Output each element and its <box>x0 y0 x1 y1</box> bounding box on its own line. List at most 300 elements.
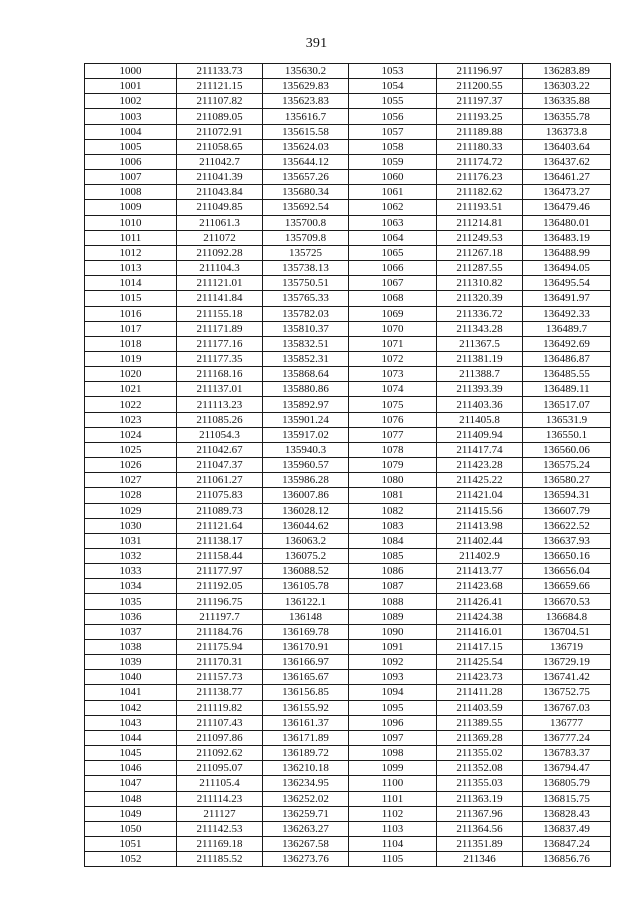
x-coordinate-right-cell: 211416.01 <box>437 624 523 639</box>
x-coordinate-right-cell: 211425.54 <box>437 655 523 670</box>
point-number-left-cell: 1007 <box>85 170 177 185</box>
table-row <box>85 442 611 457</box>
point-number-right-cell: 1101 <box>349 791 437 806</box>
y-coordinate-left-cell: 136007.86 <box>263 488 349 503</box>
y-coordinate-left-cell: 135880.86 <box>263 382 349 397</box>
y-coordinate-right-cell: 136767.03 <box>523 700 611 715</box>
x-coordinate-right-cell: 211402.9 <box>437 549 523 564</box>
point-number-right-cell: 1068 <box>349 291 437 306</box>
y-coordinate-right-cell: 136550.1 <box>523 427 611 442</box>
point-number-left-cell: 1001 <box>85 79 177 94</box>
x-coordinate-left-cell: 211095.07 <box>177 761 263 776</box>
point-number-left-cell: 1033 <box>85 564 177 579</box>
x-coordinate-left-cell: 211058.65 <box>177 139 263 154</box>
x-coordinate-right-cell: 211426.41 <box>437 594 523 609</box>
y-coordinate-left-cell: 135623.83 <box>263 94 349 109</box>
x-coordinate-left-cell: 211049.85 <box>177 200 263 215</box>
point-number-right-cell: 1054 <box>349 79 437 94</box>
x-coordinate-right-cell: 211423.28 <box>437 458 523 473</box>
point-number-left-cell: 1006 <box>85 154 177 169</box>
y-coordinate-right-cell: 136729.19 <box>523 655 611 670</box>
table-row <box>85 215 611 230</box>
x-coordinate-right-cell: 211355.03 <box>437 776 523 791</box>
point-number-left-cell: 1035 <box>85 594 177 609</box>
y-coordinate-right-cell: 136777 <box>523 715 611 730</box>
table-row <box>85 230 611 245</box>
x-coordinate-right-cell: 211200.55 <box>437 79 523 94</box>
point-number-right-cell: 1099 <box>349 761 437 776</box>
x-coordinate-left-cell: 211097.86 <box>177 730 263 745</box>
x-coordinate-left-cell: 211121.15 <box>177 79 263 94</box>
table-row <box>85 518 611 533</box>
x-coordinate-left-cell: 211168.16 <box>177 367 263 382</box>
x-coordinate-left-cell: 211092.62 <box>177 746 263 761</box>
x-coordinate-left-cell: 211075.83 <box>177 488 263 503</box>
x-coordinate-left-cell: 211104.3 <box>177 261 263 276</box>
y-coordinate-right-cell: 136485.55 <box>523 367 611 382</box>
y-coordinate-left-cell: 135700.8 <box>263 215 349 230</box>
y-coordinate-right-cell: 136670.53 <box>523 594 611 609</box>
point-number-left-cell: 1005 <box>85 139 177 154</box>
point-number-right-cell: 1072 <box>349 351 437 366</box>
point-number-right-cell: 1060 <box>349 170 437 185</box>
point-number-left-cell: 1020 <box>85 367 177 382</box>
table-row <box>85 549 611 564</box>
x-coordinate-right-cell: 211267.18 <box>437 245 523 260</box>
x-coordinate-right-cell: 211425.22 <box>437 473 523 488</box>
point-number-left-cell: 1009 <box>85 200 177 215</box>
point-number-left-cell: 1029 <box>85 503 177 518</box>
point-number-left-cell: 1052 <box>85 852 177 867</box>
y-coordinate-right-cell: 136684.8 <box>523 609 611 624</box>
x-coordinate-left-cell: 211092.28 <box>177 245 263 260</box>
y-coordinate-right-cell: 136607.79 <box>523 503 611 518</box>
y-coordinate-right-cell: 136355.78 <box>523 109 611 124</box>
coordinate-table <box>84 63 611 867</box>
y-coordinate-left-cell: 135624.03 <box>263 139 349 154</box>
y-coordinate-right-cell: 136483.19 <box>523 230 611 245</box>
y-coordinate-left-cell: 136028.12 <box>263 503 349 518</box>
x-coordinate-left-cell: 211042.67 <box>177 442 263 457</box>
y-coordinate-right-cell: 136704.51 <box>523 624 611 639</box>
x-coordinate-right-cell: 211182.62 <box>437 185 523 200</box>
y-coordinate-right-cell: 136492.69 <box>523 336 611 351</box>
x-coordinate-right-cell: 211367.5 <box>437 336 523 351</box>
y-coordinate-left-cell: 136267.58 <box>263 836 349 851</box>
point-number-right-cell: 1103 <box>349 821 437 836</box>
point-number-left-cell: 1047 <box>85 776 177 791</box>
point-number-right-cell: 1092 <box>349 655 437 670</box>
y-coordinate-left-cell: 135738.13 <box>263 261 349 276</box>
table-row <box>85 351 611 366</box>
y-coordinate-left-cell: 135750.51 <box>263 276 349 291</box>
point-number-left-cell: 1041 <box>85 685 177 700</box>
table-row <box>85 488 611 503</box>
table-row <box>85 821 611 836</box>
point-number-left-cell: 1002 <box>85 94 177 109</box>
x-coordinate-right-cell: 211413.98 <box>437 518 523 533</box>
y-coordinate-left-cell: 136252.02 <box>263 791 349 806</box>
y-coordinate-left-cell: 135892.97 <box>263 397 349 412</box>
point-number-left-cell: 1037 <box>85 624 177 639</box>
y-coordinate-left-cell: 135868.64 <box>263 367 349 382</box>
x-coordinate-left-cell: 211121.64 <box>177 518 263 533</box>
table-row <box>85 64 611 79</box>
point-number-right-cell: 1059 <box>349 154 437 169</box>
y-coordinate-left-cell: 136210.18 <box>263 761 349 776</box>
point-number-left-cell: 1013 <box>85 261 177 276</box>
y-coordinate-right-cell: 136783.37 <box>523 746 611 761</box>
point-number-left-cell: 1003 <box>85 109 177 124</box>
point-number-left-cell: 1039 <box>85 655 177 670</box>
y-coordinate-right-cell: 136473.27 <box>523 185 611 200</box>
x-coordinate-left-cell: 211072.91 <box>177 124 263 139</box>
table-row <box>85 336 611 351</box>
y-coordinate-left-cell: 136259.71 <box>263 806 349 821</box>
point-number-right-cell: 1066 <box>349 261 437 276</box>
x-coordinate-left-cell: 211175.94 <box>177 639 263 654</box>
y-coordinate-right-cell: 136622.52 <box>523 518 611 533</box>
x-coordinate-left-cell: 211169.18 <box>177 836 263 851</box>
point-number-right-cell: 1077 <box>349 427 437 442</box>
coordinate-table-body <box>85 64 611 867</box>
table-row <box>85 594 611 609</box>
x-coordinate-right-cell: 211189.88 <box>437 124 523 139</box>
table-row <box>85 806 611 821</box>
table-row <box>85 791 611 806</box>
y-coordinate-left-cell: 136148 <box>263 609 349 624</box>
table-row <box>85 170 611 185</box>
y-coordinate-left-cell: 135810.37 <box>263 321 349 336</box>
point-number-left-cell: 1032 <box>85 549 177 564</box>
table-row <box>85 261 611 276</box>
point-number-left-cell: 1050 <box>85 821 177 836</box>
point-number-left-cell: 1018 <box>85 336 177 351</box>
y-coordinate-left-cell: 136189.72 <box>263 746 349 761</box>
table-row <box>85 458 611 473</box>
y-coordinate-left-cell: 135832.51 <box>263 336 349 351</box>
point-number-right-cell: 1055 <box>349 94 437 109</box>
x-coordinate-right-cell: 211411.28 <box>437 685 523 700</box>
y-coordinate-right-cell: 136560.06 <box>523 442 611 457</box>
point-number-right-cell: 1063 <box>349 215 437 230</box>
y-coordinate-left-cell: 136161.37 <box>263 715 349 730</box>
y-coordinate-left-cell: 136063.2 <box>263 533 349 548</box>
point-number-left-cell: 1022 <box>85 397 177 412</box>
table-row <box>85 154 611 169</box>
point-number-left-cell: 1025 <box>85 442 177 457</box>
y-coordinate-left-cell: 135630.2 <box>263 64 349 79</box>
point-number-left-cell: 1048 <box>85 791 177 806</box>
point-number-left-cell: 1014 <box>85 276 177 291</box>
point-number-right-cell: 1098 <box>349 746 437 761</box>
x-coordinate-left-cell: 211042.7 <box>177 154 263 169</box>
x-coordinate-right-cell: 211381.19 <box>437 351 523 366</box>
y-coordinate-right-cell: 136488.99 <box>523 245 611 260</box>
table-row <box>85 79 611 94</box>
point-number-left-cell: 1015 <box>85 291 177 306</box>
x-coordinate-right-cell: 211351.89 <box>437 836 523 851</box>
y-coordinate-right-cell: 136494.05 <box>523 261 611 276</box>
y-coordinate-left-cell: 135782.03 <box>263 306 349 321</box>
y-coordinate-right-cell: 136719 <box>523 639 611 654</box>
point-number-right-cell: 1058 <box>349 139 437 154</box>
y-coordinate-left-cell: 135616.7 <box>263 109 349 124</box>
x-coordinate-right-cell: 211369.28 <box>437 730 523 745</box>
x-coordinate-right-cell: 211424.38 <box>437 609 523 624</box>
point-number-right-cell: 1091 <box>349 639 437 654</box>
table-row <box>85 503 611 518</box>
x-coordinate-left-cell: 211133.73 <box>177 64 263 79</box>
point-number-left-cell: 1028 <box>85 488 177 503</box>
point-number-left-cell: 1010 <box>85 215 177 230</box>
x-coordinate-right-cell: 211405.8 <box>437 412 523 427</box>
y-coordinate-right-cell: 136491.97 <box>523 291 611 306</box>
table-row <box>85 291 611 306</box>
point-number-left-cell: 1004 <box>85 124 177 139</box>
point-number-right-cell: 1069 <box>349 306 437 321</box>
x-coordinate-right-cell: 211352.08 <box>437 761 523 776</box>
x-coordinate-left-cell: 211119.82 <box>177 700 263 715</box>
point-number-right-cell: 1104 <box>349 836 437 851</box>
point-number-left-cell: 1036 <box>85 609 177 624</box>
x-coordinate-left-cell: 211192.05 <box>177 579 263 594</box>
point-number-right-cell: 1061 <box>349 185 437 200</box>
point-number-left-cell: 1024 <box>85 427 177 442</box>
y-coordinate-left-cell: 135629.83 <box>263 79 349 94</box>
y-coordinate-left-cell: 135615.58 <box>263 124 349 139</box>
x-coordinate-right-cell: 211403.59 <box>437 700 523 715</box>
y-coordinate-right-cell: 136479.46 <box>523 200 611 215</box>
x-coordinate-left-cell: 211138.77 <box>177 685 263 700</box>
point-number-right-cell: 1062 <box>349 200 437 215</box>
point-number-right-cell: 1090 <box>349 624 437 639</box>
x-coordinate-left-cell: 211170.31 <box>177 655 263 670</box>
y-coordinate-left-cell: 136234.95 <box>263 776 349 791</box>
table-row <box>85 473 611 488</box>
x-coordinate-right-cell: 211402.44 <box>437 533 523 548</box>
point-number-right-cell: 1076 <box>349 412 437 427</box>
point-number-left-cell: 1012 <box>85 245 177 260</box>
point-number-left-cell: 1040 <box>85 670 177 685</box>
y-coordinate-right-cell: 136283.89 <box>523 64 611 79</box>
table-row <box>85 564 611 579</box>
table-row <box>85 655 611 670</box>
y-coordinate-right-cell: 136752.75 <box>523 685 611 700</box>
y-coordinate-left-cell: 136044.62 <box>263 518 349 533</box>
table-row <box>85 761 611 776</box>
point-number-right-cell: 1087 <box>349 579 437 594</box>
y-coordinate-left-cell: 135901.24 <box>263 412 349 427</box>
point-number-right-cell: 1089 <box>349 609 437 624</box>
x-coordinate-left-cell: 211121.01 <box>177 276 263 291</box>
x-coordinate-left-cell: 211089.73 <box>177 503 263 518</box>
x-coordinate-right-cell: 211364.56 <box>437 821 523 836</box>
x-coordinate-right-cell: 211176.23 <box>437 170 523 185</box>
x-coordinate-right-cell: 211413.77 <box>437 564 523 579</box>
table-row <box>85 124 611 139</box>
x-coordinate-left-cell: 211114.23 <box>177 791 263 806</box>
point-number-right-cell: 1053 <box>349 64 437 79</box>
x-coordinate-left-cell: 211105.4 <box>177 776 263 791</box>
table-row <box>85 639 611 654</box>
y-coordinate-left-cell: 136263.27 <box>263 821 349 836</box>
y-coordinate-left-cell: 136156.85 <box>263 685 349 700</box>
y-coordinate-left-cell: 135852.31 <box>263 351 349 366</box>
point-number-right-cell: 1074 <box>349 382 437 397</box>
table-row <box>85 533 611 548</box>
x-coordinate-right-cell: 211409.94 <box>437 427 523 442</box>
point-number-right-cell: 1071 <box>349 336 437 351</box>
x-coordinate-right-cell: 211310.82 <box>437 276 523 291</box>
y-coordinate-left-cell: 136166.97 <box>263 655 349 670</box>
x-coordinate-right-cell: 211174.72 <box>437 154 523 169</box>
x-coordinate-left-cell: 211177.16 <box>177 336 263 351</box>
point-number-left-cell: 1046 <box>85 761 177 776</box>
x-coordinate-right-cell: 211287.55 <box>437 261 523 276</box>
table-row <box>85 730 611 745</box>
x-coordinate-right-cell: 211423.73 <box>437 670 523 685</box>
y-coordinate-right-cell: 136828.43 <box>523 806 611 821</box>
x-coordinate-right-cell: 211197.37 <box>437 94 523 109</box>
x-coordinate-left-cell: 211197.7 <box>177 609 263 624</box>
x-coordinate-left-cell: 211196.75 <box>177 594 263 609</box>
x-coordinate-left-cell: 211072 <box>177 230 263 245</box>
x-coordinate-right-cell: 211193.51 <box>437 200 523 215</box>
y-coordinate-right-cell: 136461.27 <box>523 170 611 185</box>
y-coordinate-right-cell: 136373.8 <box>523 124 611 139</box>
y-coordinate-right-cell: 136856.76 <box>523 852 611 867</box>
y-coordinate-left-cell: 135692.54 <box>263 200 349 215</box>
table-row <box>85 700 611 715</box>
y-coordinate-right-cell: 136480.01 <box>523 215 611 230</box>
table-row <box>85 624 611 639</box>
y-coordinate-right-cell: 136517.07 <box>523 397 611 412</box>
x-coordinate-right-cell: 211363.19 <box>437 791 523 806</box>
x-coordinate-left-cell: 211141.84 <box>177 291 263 306</box>
x-coordinate-left-cell: 211107.82 <box>177 94 263 109</box>
y-coordinate-left-cell: 135940.3 <box>263 442 349 457</box>
point-number-left-cell: 1019 <box>85 351 177 366</box>
x-coordinate-right-cell: 211403.36 <box>437 397 523 412</box>
x-coordinate-right-cell: 211336.72 <box>437 306 523 321</box>
y-coordinate-right-cell: 136489.11 <box>523 382 611 397</box>
table-row <box>85 776 611 791</box>
point-number-right-cell: 1064 <box>349 230 437 245</box>
point-number-right-cell: 1086 <box>349 564 437 579</box>
x-coordinate-right-cell: 211393.39 <box>437 382 523 397</box>
y-coordinate-right-cell: 136303.22 <box>523 79 611 94</box>
y-coordinate-right-cell: 136656.04 <box>523 564 611 579</box>
point-number-left-cell: 1008 <box>85 185 177 200</box>
table-row <box>85 746 611 761</box>
x-coordinate-left-cell: 211047.37 <box>177 458 263 473</box>
point-number-right-cell: 1088 <box>349 594 437 609</box>
x-coordinate-right-cell: 211417.15 <box>437 639 523 654</box>
point-number-right-cell: 1056 <box>349 109 437 124</box>
point-number-right-cell: 1075 <box>349 397 437 412</box>
table-row <box>85 609 611 624</box>
y-coordinate-right-cell: 136495.54 <box>523 276 611 291</box>
point-number-left-cell: 1021 <box>85 382 177 397</box>
point-number-left-cell: 1030 <box>85 518 177 533</box>
y-coordinate-right-cell: 136815.75 <box>523 791 611 806</box>
x-coordinate-left-cell: 211061.27 <box>177 473 263 488</box>
y-coordinate-right-cell: 136650.16 <box>523 549 611 564</box>
table-row <box>85 579 611 594</box>
x-coordinate-left-cell: 211043.84 <box>177 185 263 200</box>
y-coordinate-right-cell: 136847.24 <box>523 836 611 851</box>
point-number-left-cell: 1027 <box>85 473 177 488</box>
x-coordinate-right-cell: 211320.39 <box>437 291 523 306</box>
x-coordinate-left-cell: 211155.18 <box>177 306 263 321</box>
table-row <box>85 321 611 336</box>
x-coordinate-left-cell: 211107.43 <box>177 715 263 730</box>
point-number-right-cell: 1079 <box>349 458 437 473</box>
x-coordinate-left-cell: 211089.05 <box>177 109 263 124</box>
point-number-right-cell: 1097 <box>349 730 437 745</box>
table-row <box>85 427 611 442</box>
x-coordinate-left-cell: 211113.23 <box>177 397 263 412</box>
x-coordinate-right-cell: 211193.25 <box>437 109 523 124</box>
x-coordinate-right-cell: 211415.56 <box>437 503 523 518</box>
point-number-left-cell: 1011 <box>85 230 177 245</box>
y-coordinate-left-cell: 136273.76 <box>263 852 349 867</box>
x-coordinate-left-cell: 211085.26 <box>177 412 263 427</box>
x-coordinate-right-cell: 211346 <box>437 852 523 867</box>
x-coordinate-left-cell: 211158.44 <box>177 549 263 564</box>
x-coordinate-right-cell: 211417.74 <box>437 442 523 457</box>
x-coordinate-left-cell: 211142.53 <box>177 821 263 836</box>
point-number-left-cell: 1031 <box>85 533 177 548</box>
y-coordinate-right-cell: 136575.24 <box>523 458 611 473</box>
point-number-right-cell: 1057 <box>349 124 437 139</box>
y-coordinate-left-cell: 135657.26 <box>263 170 349 185</box>
x-coordinate-left-cell: 211138.17 <box>177 533 263 548</box>
y-coordinate-right-cell: 136741.42 <box>523 670 611 685</box>
point-number-right-cell: 1082 <box>349 503 437 518</box>
x-coordinate-right-cell: 211249.53 <box>437 230 523 245</box>
point-number-right-cell: 1100 <box>349 776 437 791</box>
point-number-right-cell: 1096 <box>349 715 437 730</box>
point-number-left-cell: 1044 <box>85 730 177 745</box>
x-coordinate-right-cell: 211355.02 <box>437 746 523 761</box>
x-coordinate-left-cell: 211127 <box>177 806 263 821</box>
y-coordinate-right-cell: 136486.87 <box>523 351 611 366</box>
table-row <box>85 397 611 412</box>
x-coordinate-right-cell: 211421.04 <box>437 488 523 503</box>
table-row <box>85 200 611 215</box>
x-coordinate-left-cell: 211041.39 <box>177 170 263 185</box>
y-coordinate-left-cell: 136075.2 <box>263 549 349 564</box>
table-row <box>85 185 611 200</box>
y-coordinate-right-cell: 136580.27 <box>523 473 611 488</box>
table-row <box>85 139 611 154</box>
y-coordinate-right-cell: 136659.66 <box>523 579 611 594</box>
x-coordinate-right-cell: 211367.96 <box>437 806 523 821</box>
y-coordinate-left-cell: 136171.89 <box>263 730 349 745</box>
table-row <box>85 382 611 397</box>
point-number-left-cell: 1042 <box>85 700 177 715</box>
table-row <box>85 245 611 260</box>
point-number-right-cell: 1065 <box>349 245 437 260</box>
x-coordinate-right-cell: 211389.55 <box>437 715 523 730</box>
table-row <box>85 94 611 109</box>
y-coordinate-left-cell: 136122.1 <box>263 594 349 609</box>
point-number-left-cell: 1023 <box>85 412 177 427</box>
point-number-right-cell: 1081 <box>349 488 437 503</box>
y-coordinate-left-cell: 136155.92 <box>263 700 349 715</box>
